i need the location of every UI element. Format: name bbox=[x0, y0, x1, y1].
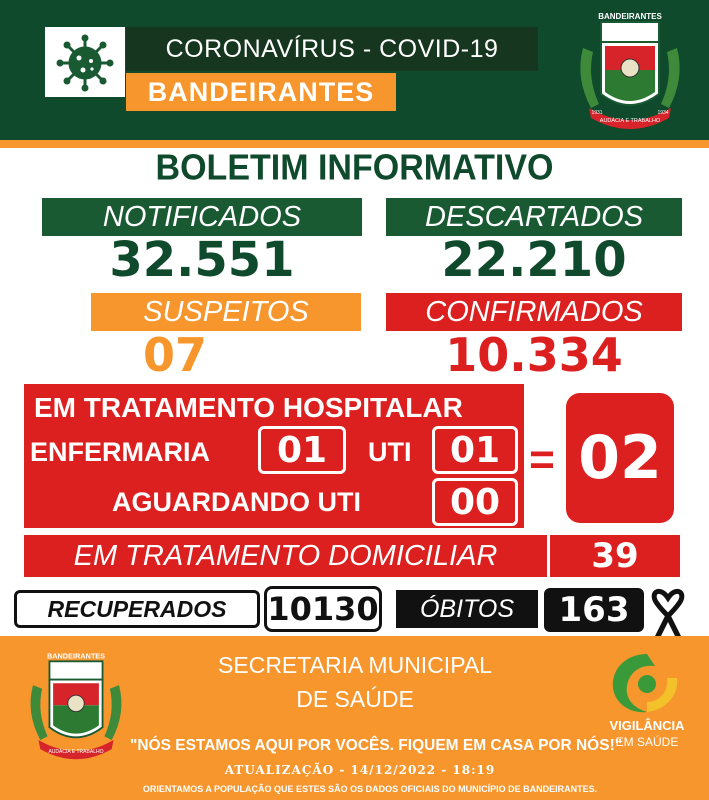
descartados-value: 22.210 bbox=[441, 232, 627, 288]
confirmados-label: CONFIRMADOS bbox=[386, 293, 682, 331]
bulletin-title: BOLETIM INFORMATIVO bbox=[155, 148, 554, 188]
hospital-title: EM TRATAMENTO HOSPITALAR bbox=[34, 392, 463, 423]
crest-motto: AUDÁCIA E TRABALHO bbox=[599, 118, 661, 124]
vigilancia-line2: EM SAÚDE bbox=[615, 735, 679, 749]
uti-value: 01 bbox=[432, 426, 518, 474]
footer-quote: "NÓS ESTAMOS AQUI POR VOCÊS. FIQUEM EM CASA POR NÓS!" bbox=[130, 737, 623, 754]
confirmados-value: 10.334 bbox=[445, 328, 623, 382]
virus-icon bbox=[45, 27, 125, 97]
uti-label: UTI bbox=[368, 437, 412, 467]
crest-year-end: 1934 bbox=[657, 110, 669, 116]
notificados-value: 32.551 bbox=[109, 232, 295, 288]
hospital-total: 02 bbox=[566, 393, 674, 523]
secretaria-line1: SECRETARIA MUNICIPAL bbox=[218, 652, 492, 678]
vigilancia-logo-icon bbox=[597, 648, 697, 758]
domiciliar-label: EM TRATAMENTO DOMICILIAR bbox=[24, 535, 547, 577]
crest-icon bbox=[571, 8, 689, 138]
obitos-value: 163 bbox=[544, 588, 644, 632]
update-label: ATUALIZAÇÃO - bbox=[224, 763, 351, 777]
secretaria-line2: DE SAÚDE bbox=[296, 686, 414, 712]
aguardando-uti-label: AGUARDANDO UTI bbox=[112, 487, 361, 517]
crest-year-start: 1931 bbox=[591, 110, 603, 116]
aguardando-uti-value: 00 bbox=[432, 478, 518, 526]
obitos-label: ÓBITOS bbox=[396, 590, 538, 628]
mourning-ribbon-icon bbox=[648, 584, 688, 640]
descartados-label: DESCARTADOS bbox=[386, 198, 682, 236]
crest-motto: AUDÁCIA E TRABALHO bbox=[48, 748, 104, 755]
domiciliar-value: 39 bbox=[550, 535, 680, 577]
update-line bbox=[200, 760, 520, 780]
crest-text: BANDEIRANTES bbox=[46, 651, 106, 661]
suspeitos-label: SUSPEITOS bbox=[91, 293, 361, 331]
recuperados-label: RECUPERADOS bbox=[14, 590, 260, 628]
enfermaria-value: 01 bbox=[258, 426, 346, 474]
update-value: 14/12/2022 - 18:19 bbox=[350, 763, 496, 777]
equals-sign: = bbox=[529, 435, 555, 484]
header-title: CORONAVÍRUS - COVID-19 bbox=[126, 27, 538, 71]
notificados-label: NOTIFICADOS bbox=[42, 198, 362, 236]
recuperados-value: 10130 bbox=[264, 586, 382, 632]
crest-icon bbox=[22, 648, 130, 768]
vigilancia-line1: VIGILÂNCIA bbox=[609, 718, 685, 733]
orientation-note: ORIENTAMOS A POPULAÇÃO QUE ESTES SÃO OS DADOS OFICIAIS DO MUNICÍPIO DE BANDEIRANTES. bbox=[142, 784, 598, 794]
header-city: BANDEIRANTES bbox=[126, 73, 396, 111]
suspeitos-value: 07 bbox=[143, 328, 208, 382]
enfermaria-label: ENFERMARIA bbox=[30, 437, 210, 467]
crest-text: BANDEIRANTES bbox=[598, 12, 662, 21]
